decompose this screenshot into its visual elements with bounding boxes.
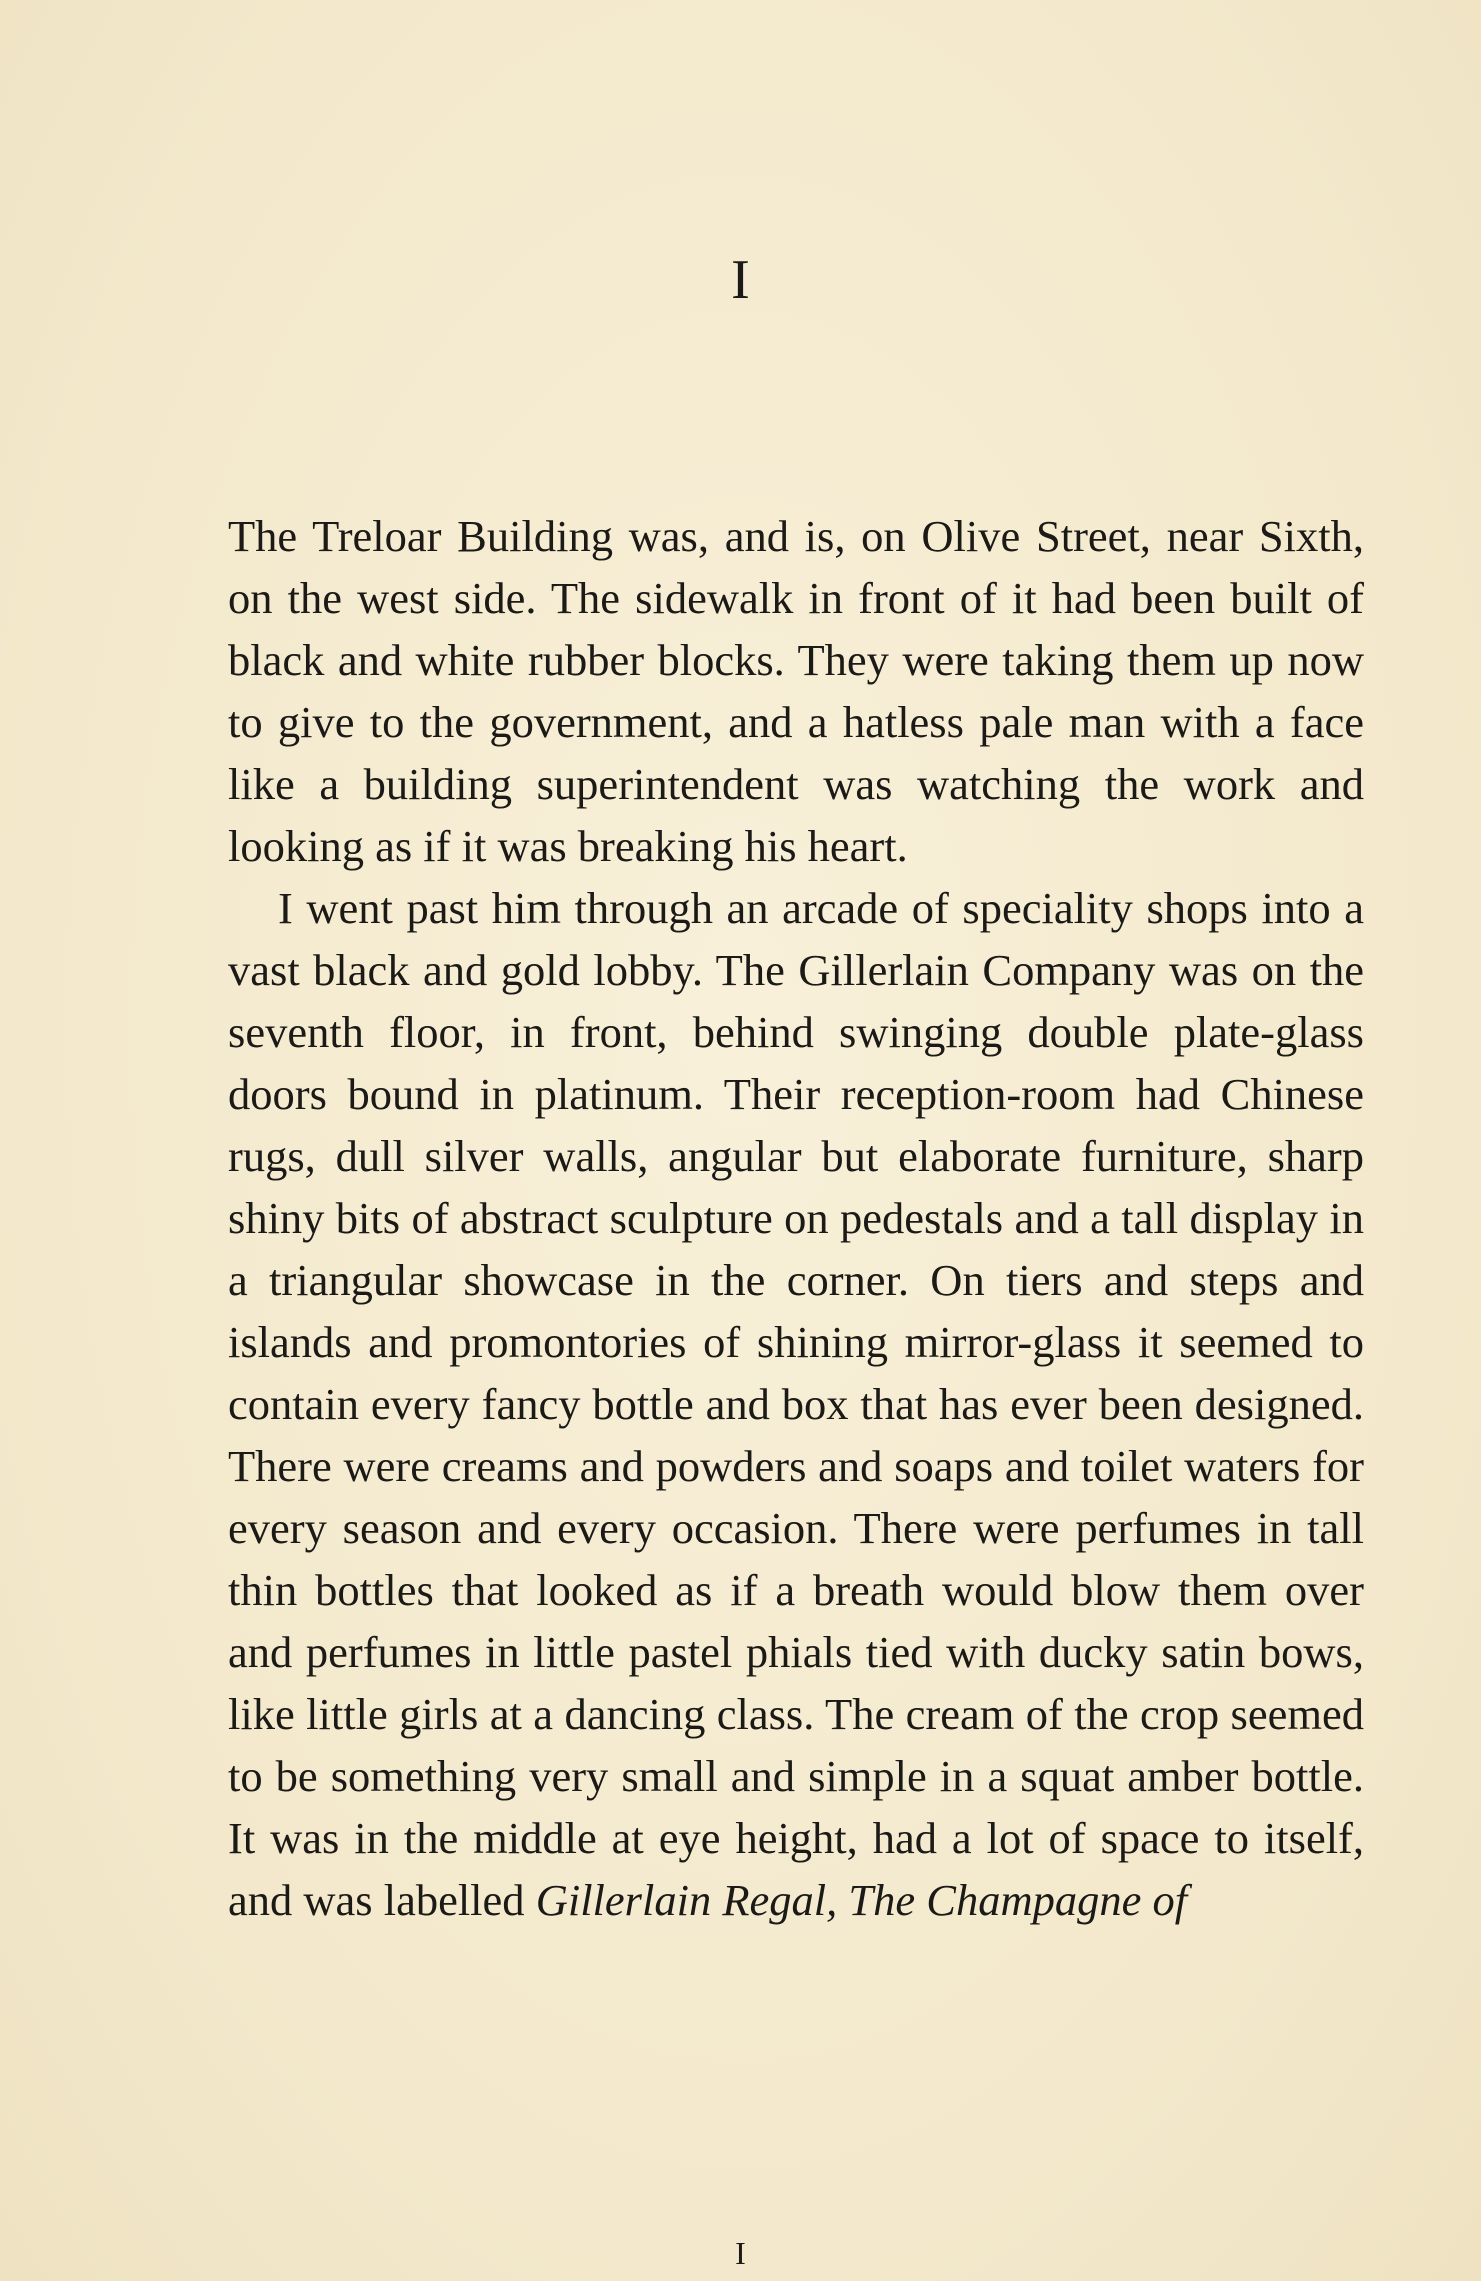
page-number: I [735,2235,746,2271]
paragraph-2-text: I went past him through an arcade of speciality shops into a vast black and gold lobby. The Gillerlain Company was on the seventh floor, in front, behind swinging double plate-glass doors bound in platinum. Their reception-room had Chinese rugs, dull silver walls, angular but elaborate furniture, sharp shiny bits of abstract sculpture on pedestals and a tall display in a triangular showcase in the corner. On tiers and steps and islands and promontories of shining mirror-glass it seemed to contain every fancy bottle and box that has ever been designed. There were creams and powders and soaps and toilet waters for every season and every occasion. There were perfumes in tall thin bottles that looked as if a breath would blow them over and perfumes in little pastel phials tied with ducky satin bows, like little girls at a dancing class. The cream of the crop seemed to be something very small and simple in a squat amber bottle. It was in the middle at eye height, had a lot of space to itself, and was labelled [228,883,1364,1925]
chapter-number: I [731,249,750,311]
body-text [228,505,1364,1931]
paragraph-2-italic: Gillerlain Regal, The Champagne of [535,1875,1188,1925]
paragraph-2 [228,877,1364,1931]
paragraph-1: The Treloar Building was, and is, on Olive Street, near Sixth, on the west side. The sidewalk in front of it had been built of black and white rubber blocks. They were taking them up now to give to the government, and a hatless pale man with a face like a building superintendent was watching the work and looking as if it was breaking his heart. [228,511,1364,871]
